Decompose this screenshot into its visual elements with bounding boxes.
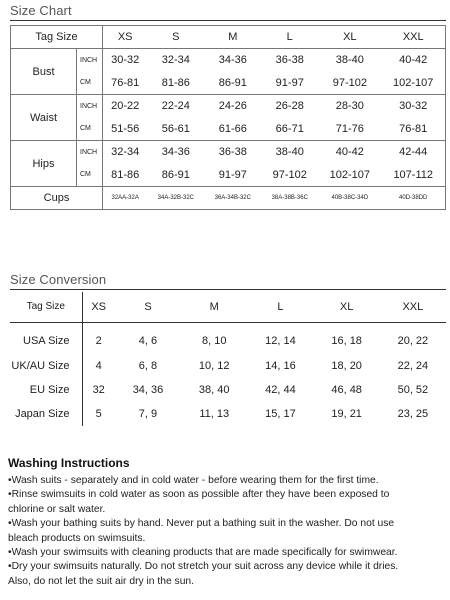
table-row	[11, 141, 446, 164]
table-cell: 34, 36	[132, 384, 164, 396]
table-cell: 61-66	[204, 118, 261, 141]
table-cell: 19, 21	[331, 408, 362, 420]
washing-line: Also, do not let the suit air dry in the sun.	[8, 575, 195, 587]
size-conversion-tag-label: Tag Size	[10, 292, 82, 322]
measurement-label: Hips	[11, 141, 77, 187]
cup-cell: 32AA-32A	[103, 187, 148, 210]
table-cell: 10, 12	[198, 360, 230, 372]
table-cell: 32-34	[103, 141, 148, 164]
washing-line: •Wash your bathing suits by hand. Never put a bathing suit in the washer. Do not use	[8, 518, 395, 530]
cup-cell: 40D-38DD	[381, 187, 445, 210]
size-chart-rule	[10, 20, 446, 21]
table-cell: 2	[95, 335, 102, 348]
table-row	[11, 164, 446, 187]
table-cell: 38-40	[261, 141, 318, 164]
table-cell: 22-24	[147, 95, 204, 118]
table-cell: 76-81	[381, 118, 445, 141]
size-conversion-title: Size Conversion	[10, 272, 107, 287]
table-cell: 46, 48	[331, 384, 362, 396]
table-cell: 38, 40	[198, 384, 230, 396]
unit-label: INCH	[77, 141, 103, 164]
washing-line: chlorine or salt water.	[8, 503, 106, 515]
washing-line: •Dry your swimsuits naturally. Do not stretch your suit across any device while it dries.	[8, 561, 399, 573]
table-cell: 20-22	[103, 95, 148, 118]
table-row	[11, 118, 446, 141]
region-label: UK/AU Size	[10, 354, 82, 378]
table-cell: 4, 6	[138, 335, 158, 348]
table-cell: 38-40	[318, 49, 381, 72]
table-cell: 12, 14	[265, 335, 296, 348]
table-cell: 16, 18	[331, 335, 362, 348]
size-conversion-size-header: S	[115, 292, 181, 322]
cups-row	[11, 187, 446, 210]
washing-line: bleach products on swimsuits.	[8, 532, 146, 544]
cups-label: Cups	[11, 187, 103, 210]
size-conversion-size-header: M	[181, 292, 247, 322]
size-conversion-size-header: XL	[314, 292, 380, 322]
table-cell: 28-30	[318, 95, 381, 118]
size-chart-size-header: S	[147, 26, 204, 49]
size-chart-size-header: L	[261, 26, 318, 49]
table-row	[10, 354, 446, 378]
size-chart-size-header: XS	[103, 26, 148, 49]
table-cell: 102-107	[381, 72, 445, 95]
table-cell: 86-91	[147, 164, 204, 187]
measurement-label: Bust	[11, 49, 77, 95]
table-cell: 32	[92, 384, 105, 396]
table-cell: 76-81	[103, 72, 148, 95]
table-cell: 32-34	[147, 49, 204, 72]
table-cell: 4	[95, 360, 102, 372]
table-cell: 50, 52	[397, 384, 429, 396]
table-cell: 34-36	[204, 49, 261, 72]
measurement-label: Waist	[11, 95, 77, 141]
table-cell: 81-86	[147, 72, 204, 95]
washing-title: Washing Instructions	[8, 456, 130, 470]
size-conversion-header-row	[10, 292, 446, 322]
unit-label: INCH	[77, 49, 103, 72]
size-chart-title: Size Chart	[10, 3, 72, 18]
table-row	[10, 402, 446, 426]
table-row	[11, 95, 446, 118]
table-cell: 5	[95, 408, 102, 420]
table-cell: 66-71	[261, 118, 318, 141]
table-cell: 30-32	[103, 49, 148, 72]
table-cell: 91-97	[204, 164, 261, 187]
table-row	[10, 378, 446, 402]
table-cell: 51-56	[103, 118, 148, 141]
table-cell: 42, 44	[265, 384, 296, 396]
table-cell: 71-76	[318, 118, 381, 141]
washing-line: •Wash your swimsuits with cleaning products that are made specifically for swimwear.	[8, 547, 398, 559]
table-cell: 40-42	[318, 141, 381, 164]
size-conversion-size-header: XXL	[380, 292, 446, 322]
size-chart-size-header: XXL	[381, 26, 445, 49]
table-cell: 22, 24	[397, 360, 429, 372]
table-cell: 102-107	[318, 164, 381, 187]
size-chart-table	[10, 25, 446, 210]
table-cell: 34-36	[147, 141, 204, 164]
table-cell: 107-112	[381, 164, 445, 187]
unit-label: INCH	[77, 95, 103, 118]
table-cell: 14, 16	[265, 360, 296, 372]
size-conversion-size-header: XS	[82, 292, 115, 322]
table-cell: 15, 17	[265, 408, 296, 420]
table-cell: 7, 9	[138, 408, 158, 420]
table-cell: 42-44	[381, 141, 445, 164]
table-cell: 6, 8	[138, 360, 158, 372]
washing-instructions	[8, 456, 444, 589]
unit-label: CM	[77, 164, 103, 187]
table-cell: 97-102	[318, 72, 381, 95]
washing-list	[8, 474, 444, 589]
size-chart-size-header: XL	[318, 26, 381, 49]
table-cell: 26-28	[261, 95, 318, 118]
size-conversion-size-header: L	[247, 292, 313, 322]
cup-cell: 38A-38B-36C	[261, 187, 318, 210]
table-cell: 36-38	[261, 49, 318, 72]
size-conversion-rule	[10, 289, 446, 290]
cup-cell: 40B-38C-34D	[318, 187, 381, 210]
table-cell: 11, 13	[199, 408, 230, 420]
size-chart-header-row	[11, 26, 446, 49]
table-cell: 36-38	[204, 141, 261, 164]
table-cell: 97-102	[261, 164, 318, 187]
size-conversion-table	[10, 292, 446, 426]
table-cell: 8, 10	[201, 335, 227, 348]
washing-line: •Wash suits - separately and in cold water - before wearing them for the first time.	[8, 475, 379, 486]
table-cell: 18, 20	[331, 360, 362, 372]
size-chart-tag-label: Tag Size	[11, 26, 103, 49]
table-cell: 23, 25	[397, 408, 429, 420]
unit-label: CM	[77, 118, 103, 141]
table-cell: 40-42	[381, 49, 445, 72]
table-cell: 91-97	[261, 72, 318, 95]
table-cell: 24-26	[204, 95, 261, 118]
cup-cell: 36A-34B-32C	[204, 187, 261, 210]
cup-cell: 34A-32B-32C	[147, 187, 204, 210]
region-label: EU Size	[10, 378, 82, 402]
unit-label: CM	[77, 72, 103, 95]
table-cell: 20, 22	[397, 335, 429, 348]
table-row	[11, 72, 446, 95]
table-cell: 81-86	[103, 164, 148, 187]
region-label: USA Size	[10, 322, 82, 354]
table-cell: 86-91	[204, 72, 261, 95]
size-chart-size-header: M	[204, 26, 261, 49]
region-label: Japan Size	[10, 402, 82, 426]
table-row	[11, 49, 446, 72]
table-row	[10, 322, 446, 354]
table-cell: 56-61	[147, 118, 204, 141]
table-cell: 30-32	[381, 95, 445, 118]
washing-line: •Rinse swimsuits in cold water as soon as possible after they have been exposed to	[8, 489, 390, 501]
